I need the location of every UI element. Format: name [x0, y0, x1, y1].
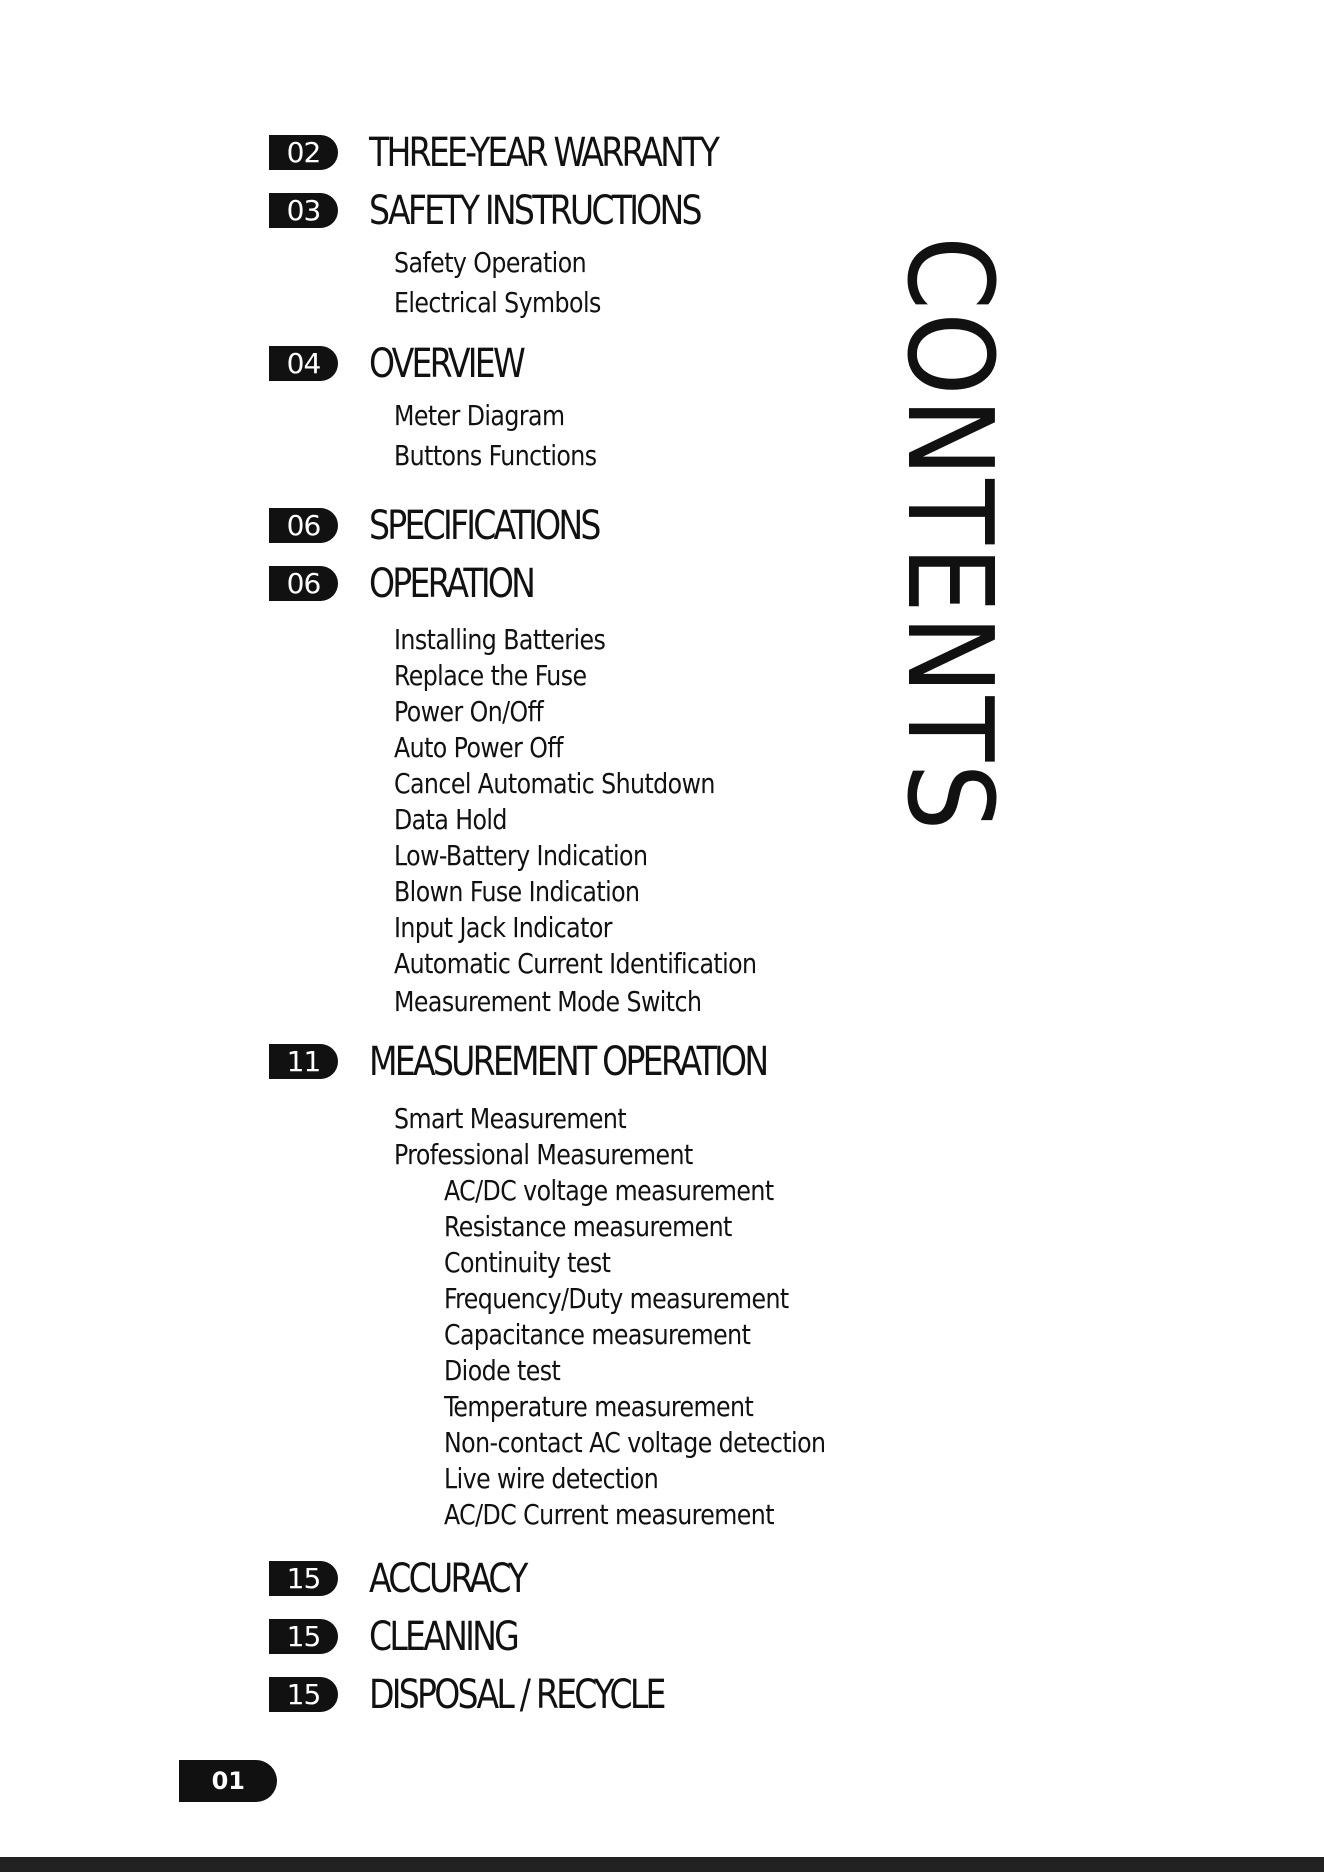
section-heading[interactable]: SAFETY INSTRUCTIONS — [369, 188, 700, 234]
subsection-item[interactable]: Smart Measurement — [394, 1102, 627, 1135]
sub-subsection-item[interactable]: AC/DC Current measurement — [444, 1498, 774, 1531]
sub-subsection-item[interactable]: Continuity test — [444, 1246, 611, 1279]
section-heading[interactable]: DISPOSAL / RECYCLE — [369, 1672, 664, 1718]
sub-subsection-item[interactable]: AC/DC voltage measurement — [444, 1174, 774, 1207]
subsection-item[interactable]: Power On/Off — [394, 695, 544, 728]
section-heading[interactable]: OPERATION — [369, 561, 534, 607]
section-heading[interactable]: THREE-YEAR WARRANTY — [369, 130, 718, 176]
page-number-badge: 06 — [269, 508, 338, 543]
subsection-item[interactable]: Cancel Automatic Shutdown — [394, 767, 715, 800]
sub-subsection-item[interactable]: Capacitance measurement — [444, 1318, 751, 1351]
section-heading[interactable]: ACCURACY — [369, 1556, 526, 1602]
subsection-item[interactable]: Auto Power Off — [394, 731, 563, 764]
bottom-rule — [0, 1857, 1324, 1872]
contents-title: CONTENTS — [881, 236, 1019, 833]
subsection-item[interactable]: Data Hold — [394, 803, 507, 836]
sub-subsection-item[interactable]: Non-contact AC voltage detection — [444, 1426, 826, 1459]
page-number-badge: 15 — [269, 1619, 338, 1654]
page-number-badge: 15 — [269, 1677, 338, 1712]
subsection-item[interactable]: Blown Fuse Indication — [394, 875, 640, 908]
page-number-badge: 01 — [179, 1760, 277, 1802]
page-number-badge: 15 — [269, 1561, 338, 1596]
section-heading[interactable]: OVERVIEW — [369, 341, 523, 387]
subsection-item[interactable]: Input Jack Indicator — [394, 911, 612, 944]
sub-subsection-item[interactable]: Temperature measurement — [444, 1390, 754, 1423]
subsection-item[interactable]: Meter Diagram — [394, 399, 565, 432]
sub-subsection-item[interactable]: Resistance measurement — [444, 1210, 732, 1243]
section-heading[interactable]: CLEANING — [369, 1614, 517, 1660]
page-number-badge: 06 — [269, 566, 338, 601]
subsection-item[interactable]: Installing Batteries — [394, 623, 606, 656]
page-number-badge: 02 — [269, 135, 338, 170]
subsection-item[interactable]: Buttons Functions — [394, 439, 597, 472]
subsection-item[interactable]: Measurement Mode Switch — [394, 985, 702, 1018]
sub-subsection-item[interactable]: Live wire detection — [444, 1462, 659, 1495]
subsection-item[interactable]: Automatic Current Identification — [394, 947, 757, 980]
subsection-item[interactable]: Safety Operation — [394, 246, 587, 279]
section-heading[interactable]: MEASUREMENT OPERATION — [369, 1039, 767, 1085]
page-number-badge: 03 — [269, 193, 338, 228]
page-number-badge: 11 — [269, 1044, 338, 1079]
subsection-item[interactable]: Low-Battery Indication — [394, 839, 648, 872]
section-heading[interactable]: SPECIFICATIONS — [369, 503, 599, 549]
subsection-item[interactable]: Professional Measurement — [394, 1138, 693, 1171]
sub-subsection-item[interactable]: Frequency/Duty measurement — [444, 1282, 789, 1315]
subsection-item[interactable]: Replace the Fuse — [394, 659, 587, 692]
subsection-item[interactable]: Electrical Symbols — [394, 286, 601, 319]
page-number-badge: 04 — [269, 346, 338, 381]
sub-subsection-item[interactable]: Diode test — [444, 1354, 561, 1387]
